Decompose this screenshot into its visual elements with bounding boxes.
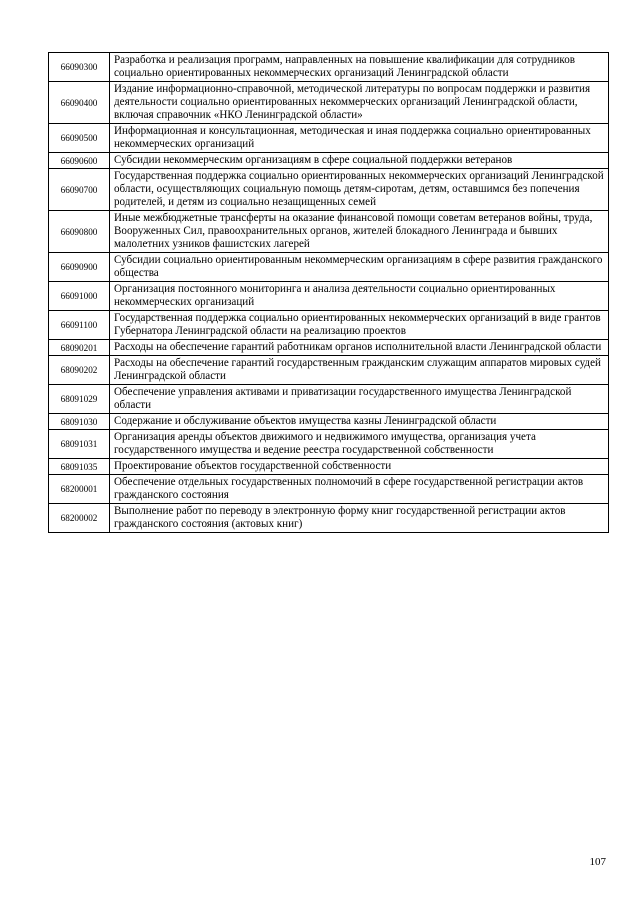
row-code: 66090600: [49, 153, 110, 169]
row-description: Организация аренды объектов движимого и недвижимого имущества, организация учета государственного имущества и ведение реестра государственной собственности: [110, 430, 609, 459]
table-row: [49, 340, 609, 356]
table-row: [49, 311, 609, 340]
table-row: [49, 504, 609, 533]
table-body: [49, 53, 609, 533]
row-description: Обеспечение отдельных государственных полномочий в сфере государственной регистрации актов гражданского состояния: [110, 475, 609, 504]
row-description: Выполнение работ по переводу в электронную форму книг государственной регистрации актов гражданского состояния (актовых книг): [110, 504, 609, 533]
row-code: 66090300: [49, 53, 110, 82]
row-code: 68090202: [49, 356, 110, 385]
row-description: Организация постоянного мониторинга и анализа деятельности социально ориентированных некоммерческих организаций: [110, 282, 609, 311]
row-code: 68091035: [49, 459, 110, 475]
row-description: Разработка и реализация программ, направленных на повышение квалификации для сотрудников социально ориентированных некоммерческих организаций Ленинградской области: [110, 53, 609, 82]
row-code: 68091031: [49, 430, 110, 459]
table-row: [49, 124, 609, 153]
row-code: 66090900: [49, 253, 110, 282]
row-description: Иные межбюджетные трансферты на оказание финансовой помощи советам ветеранов войны, труда, Вооруженных Сил, правоохранительных органов, жителей блокадного Ленинграда и бывших малолетних узников фашистских лагерей: [110, 211, 609, 253]
row-code: 66090500: [49, 124, 110, 153]
row-description: Субсидии некоммерческим организациям в сфере социальной поддержки ветеранов: [110, 153, 609, 169]
table-row: [49, 414, 609, 430]
table-row: [49, 475, 609, 504]
table-row: [49, 153, 609, 169]
row-code: 66091100: [49, 311, 110, 340]
row-code: 66091000: [49, 282, 110, 311]
row-code: 68200001: [49, 475, 110, 504]
row-description: Субсидии социально ориентированным некоммерческим организациям в сфере развития гражданского общества: [110, 253, 609, 282]
row-description: Расходы на обеспечение гарантий государственным гражданским служащим аппаратов мировых судей Ленинградской области: [110, 356, 609, 385]
row-code: 66090400: [49, 82, 110, 124]
table-row: [49, 82, 609, 124]
row-description: Расходы на обеспечение гарантий работникам органов исполнительной власти Ленинградской области: [110, 340, 609, 356]
table-row: [49, 169, 609, 211]
row-code: 68200002: [49, 504, 110, 533]
table-row: [49, 385, 609, 414]
table-row: [49, 211, 609, 253]
table-row: [49, 430, 609, 459]
table-row: [49, 356, 609, 385]
budget-codes-table: [48, 52, 609, 533]
table-row: [49, 253, 609, 282]
row-code: 66090700: [49, 169, 110, 211]
row-description: Проектирование объектов государственной собственности: [110, 459, 609, 475]
row-description: Издание информационно-справочной, методической литературы по вопросам поддержки и развития деятельности социально ориентированных некоммерческих организаций Ленинградской области, включая справочник «НКО Ленинградской области»: [110, 82, 609, 124]
table-row: [49, 459, 609, 475]
row-description: Информационная и консультационная, методическая и иная поддержка социально ориентированных некоммерческих организаций: [110, 124, 609, 153]
row-code: 68091030: [49, 414, 110, 430]
row-description: Государственная поддержка социально ориентированных некоммерческих организаций в виде грантов Губернатора Ленинградской области на реализацию проектов: [110, 311, 609, 340]
row-description: Обеспечение управления активами и приватизации государственного имущества Ленинградской области: [110, 385, 609, 414]
row-code: 68090201: [49, 340, 110, 356]
row-code: 68091029: [49, 385, 110, 414]
row-description: Государственная поддержка социально ориентированных некоммерческих организаций Ленинградской области, осуществляющих социальную помощь детям-сиротам, детям, оставшимся без попечения родителей, и детям из социально незащищенных семей: [110, 169, 609, 211]
row-code: 66090800: [49, 211, 110, 253]
row-description: Содержание и обслуживание объектов имущества казны Ленинградской области: [110, 414, 609, 430]
page-number: 107: [589, 856, 606, 868]
table-row: [49, 53, 609, 82]
table-row: [49, 282, 609, 311]
